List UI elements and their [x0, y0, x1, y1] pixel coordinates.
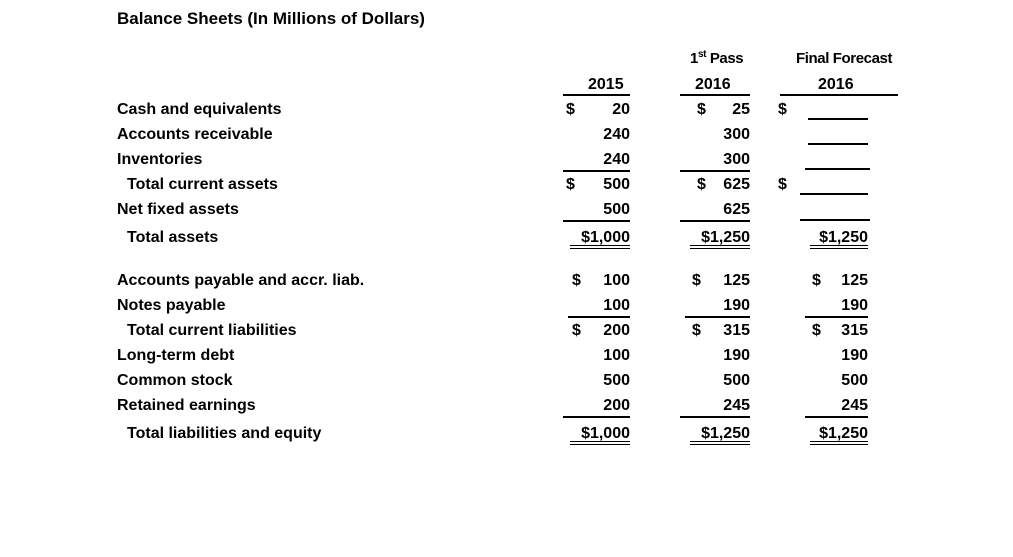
underline-inv-pass — [680, 170, 750, 172]
dbl-underline-ta-pass — [690, 245, 750, 249]
label-notes-payable: Notes payable — [117, 297, 226, 314]
value-cs-2015: 500 — [603, 372, 630, 389]
value-ap-pass: 125 — [723, 272, 750, 289]
header-2016-final: 2016 — [818, 76, 854, 93]
underline-re-2015 — [563, 416, 630, 418]
value-cash-2015: 20 — [612, 101, 630, 118]
label-total-current-liabilities: Total current liabilities — [127, 322, 297, 339]
value-tca-pass: 625 — [723, 176, 750, 193]
dollar-cash-2015: $ — [566, 101, 575, 118]
value-ltd-final: 190 — [841, 347, 868, 364]
value-cs-pass: 500 — [723, 372, 750, 389]
dollar-tca-final: $ — [778, 176, 787, 193]
value-np-pass: 190 — [723, 297, 750, 314]
label-total-assets: Total assets — [127, 229, 219, 246]
value-tle-2015: $1,000 — [581, 425, 630, 442]
value-receivables-pass: 300 — [723, 126, 750, 143]
dbl-underline-tle-2015 — [570, 441, 630, 445]
dbl-underline-tle-final — [810, 441, 868, 445]
value-nfa-pass: 625 — [723, 201, 750, 218]
value-ltd-pass: 190 — [723, 347, 750, 364]
value-ta-2015: $1,000 — [581, 229, 630, 246]
header-final-forecast: Final Forecast — [796, 50, 893, 67]
value-ap-2015: 100 — [603, 272, 630, 289]
dollar-cash-final: $ — [778, 101, 787, 118]
label-inventories: Inventories — [117, 151, 203, 168]
underline-inv-2015 — [563, 170, 630, 172]
value-re-pass: 245 — [723, 397, 750, 414]
header-underline-2015 — [563, 94, 630, 96]
dollar-cash-pass: $ — [697, 101, 706, 118]
value-ta-pass: $1,250 — [701, 229, 750, 246]
dollar-ap-2015: $ — [572, 272, 581, 289]
header-2016-pass: 2016 — [695, 76, 731, 93]
dollar-tca-pass: $ — [697, 176, 706, 193]
underline-np-final — [805, 316, 868, 318]
blank-tca-final — [800, 193, 868, 195]
label-total-liabilities-equity: Total liabilities and equity — [127, 425, 322, 442]
value-nfa-2015: 500 — [603, 201, 630, 218]
dollar-tcl-pass: $ — [692, 322, 701, 339]
dollar-tcl-final: $ — [812, 322, 821, 339]
underline-nfa-pass — [680, 220, 750, 222]
blank-cash-final — [808, 118, 868, 120]
blank-receivables-final — [808, 143, 868, 145]
label-total-current-assets: Total current assets — [127, 176, 278, 193]
blank-inventories-final — [805, 168, 870, 170]
label-long-term-debt: Long-term debt — [117, 347, 235, 364]
value-tcl-pass: 315 — [723, 322, 750, 339]
label-net-fixed-assets: Net fixed assets — [117, 201, 239, 218]
label-receivables: Accounts receivable — [117, 126, 273, 143]
value-tcl-final: 315 — [841, 322, 868, 339]
dbl-underline-tle-pass — [690, 441, 750, 445]
label-payables: Accounts payable and accr. liab. — [117, 272, 365, 289]
value-tle-final: $1,250 — [819, 425, 868, 442]
label-retained-earnings: Retained earnings — [117, 397, 256, 414]
value-tcl-2015: 200 — [603, 322, 630, 339]
value-np-2015: 100 — [603, 297, 630, 314]
value-tca-2015: 500 — [603, 176, 630, 193]
underline-np-pass — [685, 316, 750, 318]
value-re-final: 245 — [841, 397, 868, 414]
header-underline-pass — [680, 94, 750, 96]
header-first-pass: 1st Pass — [690, 49, 744, 67]
dollar-ap-final: $ — [812, 272, 821, 289]
label-cash: Cash and equivalents — [117, 101, 282, 118]
value-ap-final: 125 — [841, 272, 868, 289]
header-underline-final — [780, 94, 898, 96]
underline-re-pass — [680, 416, 750, 418]
value-inventories-pass: 300 — [723, 151, 750, 168]
value-ta-final: $1,250 — [819, 229, 868, 246]
dollar-tca-2015: $ — [566, 176, 575, 193]
value-cs-final: 500 — [841, 372, 868, 389]
page-title: Balance Sheets (In Millions of Dollars) — [117, 9, 425, 28]
value-re-2015: 200 — [603, 397, 630, 414]
underline-re-final — [805, 416, 868, 418]
value-tle-pass: $1,250 — [701, 425, 750, 442]
value-np-final: 190 — [841, 297, 868, 314]
blank-nfa-final — [800, 219, 870, 221]
dollar-ap-pass: $ — [692, 272, 701, 289]
header-2015: 2015 — [588, 76, 624, 93]
value-inventories-2015: 240 — [603, 151, 630, 168]
dbl-underline-ta-2015 — [570, 245, 630, 249]
value-cash-pass: 25 — [732, 101, 750, 118]
label-common-stock: Common stock — [117, 372, 233, 389]
underline-nfa-2015 — [563, 220, 630, 222]
value-ltd-2015: 100 — [603, 347, 630, 364]
dbl-underline-ta-final — [810, 245, 868, 249]
underline-np-2015 — [568, 316, 630, 318]
dollar-tcl-2015: $ — [572, 322, 581, 339]
value-receivables-2015: 240 — [603, 126, 630, 143]
